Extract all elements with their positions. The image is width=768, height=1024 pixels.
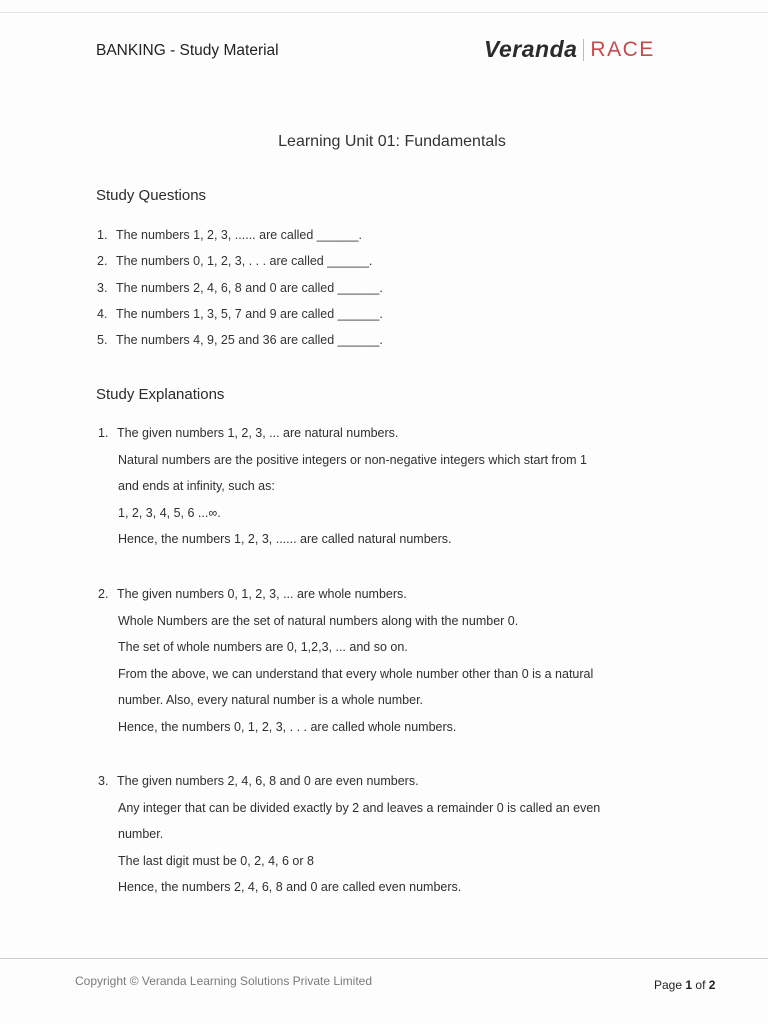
brand-logo: [484, 36, 655, 63]
explanation-item: 3. The given numbers 2, 4, 6, 8 and 0 are even numbers. Any integer that can be divided exactly by 2 and leaves a remainder 0 is called an even number. The last digit must be 0, 2, 4, 6 or 8 Hence, the numbers 2, 4, 6, 8 and 0 are called even numbers.: [98, 774, 698, 907]
explanation-line: Whole Numbers are the set of natural numbers along with the number 0.: [118, 613, 519, 628]
question-item: 3. The numbers 2, 4, 6, 8 and 0 are called ______.: [97, 281, 383, 307]
explanation-line: The last digit must be 0, 2, 4, 6 or 8: [118, 853, 314, 868]
page-indicator: Page 1 of 2: [654, 978, 716, 992]
logo-separator: [583, 39, 584, 61]
question-item: 4. The numbers 1, 3, 5, 7 and 9 are called ______.: [97, 307, 383, 333]
explanation-lead: The given numbers 0, 1, 2, 3, ... are whole numbers.: [117, 587, 407, 601]
question-text: The numbers 1, 3, 5, 7 and 9 are called ______.: [116, 306, 383, 321]
question-text: The numbers 1, 2, 3, ...... are called ______.: [116, 228, 362, 242]
question-item: 5. The numbers 4, 9, 25 and 36 are called ______.: [97, 333, 383, 359]
explanation-line: 1, 2, 3, 4, 5, 6 ...∞.: [118, 505, 221, 520]
question-text: The numbers 0, 1, 2, 3, . . . are called ______.: [116, 254, 373, 269]
explanation-line: The set of whole numbers are 0, 1,2,3, ... and so on.: [118, 640, 408, 654]
explanation-lead: The given numbers 2, 4, 6, 8 and 0 are even numbers.: [117, 774, 419, 788]
copyright-notice: Copyright © Veranda Learning Solutions Private Limited: [75, 974, 373, 988]
header-subject: BANKING - Study Material: [96, 42, 279, 59]
explanation-line: From the above, we can understand that every whole number other than 0 is a natural: [118, 666, 594, 681]
explanation-item: 2. The given numbers 0, 1, 2, 3, ... are whole numbers. Whole Numbers are the set of natural numbers along with the number 0. The set of whole numbers are 0, 1,2,3, ... and so on. From the above, we can understand that every whole number other than 0 is a natural number. Also, every natural number is a whole number. Hence, the numbers 0, 1, 2, 3, . . . are called whole numbers.: [98, 587, 698, 746]
explanation-line: Hence, the numbers 0, 1, 2, 3, . . . are called whole numbers.: [118, 719, 457, 734]
questions-list: [97, 228, 383, 359]
logo-sub-text: RACE: [590, 37, 655, 61]
explanation-line: Hence, the numbers 1, 2, 3, ...... are called natural numbers.: [118, 532, 452, 546]
explanation-line: number.: [118, 827, 164, 841]
logo-brand-text: Veranda: [484, 36, 578, 62]
explanation-line: number. Also, every natural number is a whole number.: [118, 693, 424, 707]
explanation-lead: The given numbers 1, 2, 3, ... are natural numbers.: [117, 426, 399, 440]
study-explanations-heading: Study Explanations: [96, 386, 225, 403]
explanation-line: Natural numbers are the positive integers or non-negative integers which start from 1: [118, 452, 587, 467]
question-item: 2. The numbers 0, 1, 2, 3, . . . are called ______.: [97, 254, 383, 280]
footer-divider: [0, 958, 768, 959]
question-text: The numbers 4, 9, 25 and 36 are called ______.: [116, 333, 383, 348]
explanation-item: 1. The given numbers 1, 2, 3, ... are natural numbers. Natural numbers are the positive integers or non-negative integers which start from 1 and ends at infinity, such as: 1, 2, 3, 4, 5, 6 ...∞. Hence, the numbers 1, 2, 3, ...... are called natural numbers.: [98, 426, 698, 559]
top-divider: [0, 12, 768, 13]
explanation-line: Hence, the numbers 2, 4, 6, 8 and 0 are called even numbers.: [118, 880, 462, 894]
unit-title: Learning Unit 01: Fundamentals: [278, 133, 506, 150]
question-text: The numbers 2, 4, 6, 8 and 0 are called ______.: [116, 280, 383, 295]
explanation-line: and ends at infinity, such as:: [118, 479, 275, 493]
question-item: 1. The numbers 1, 2, 3, ...... are called ______.: [97, 228, 383, 254]
explanation-line: Any integer that can be divided exactly by 2 and leaves a remainder 0 is called an even: [118, 800, 601, 815]
study-questions-heading: Study Questions: [96, 187, 207, 204]
